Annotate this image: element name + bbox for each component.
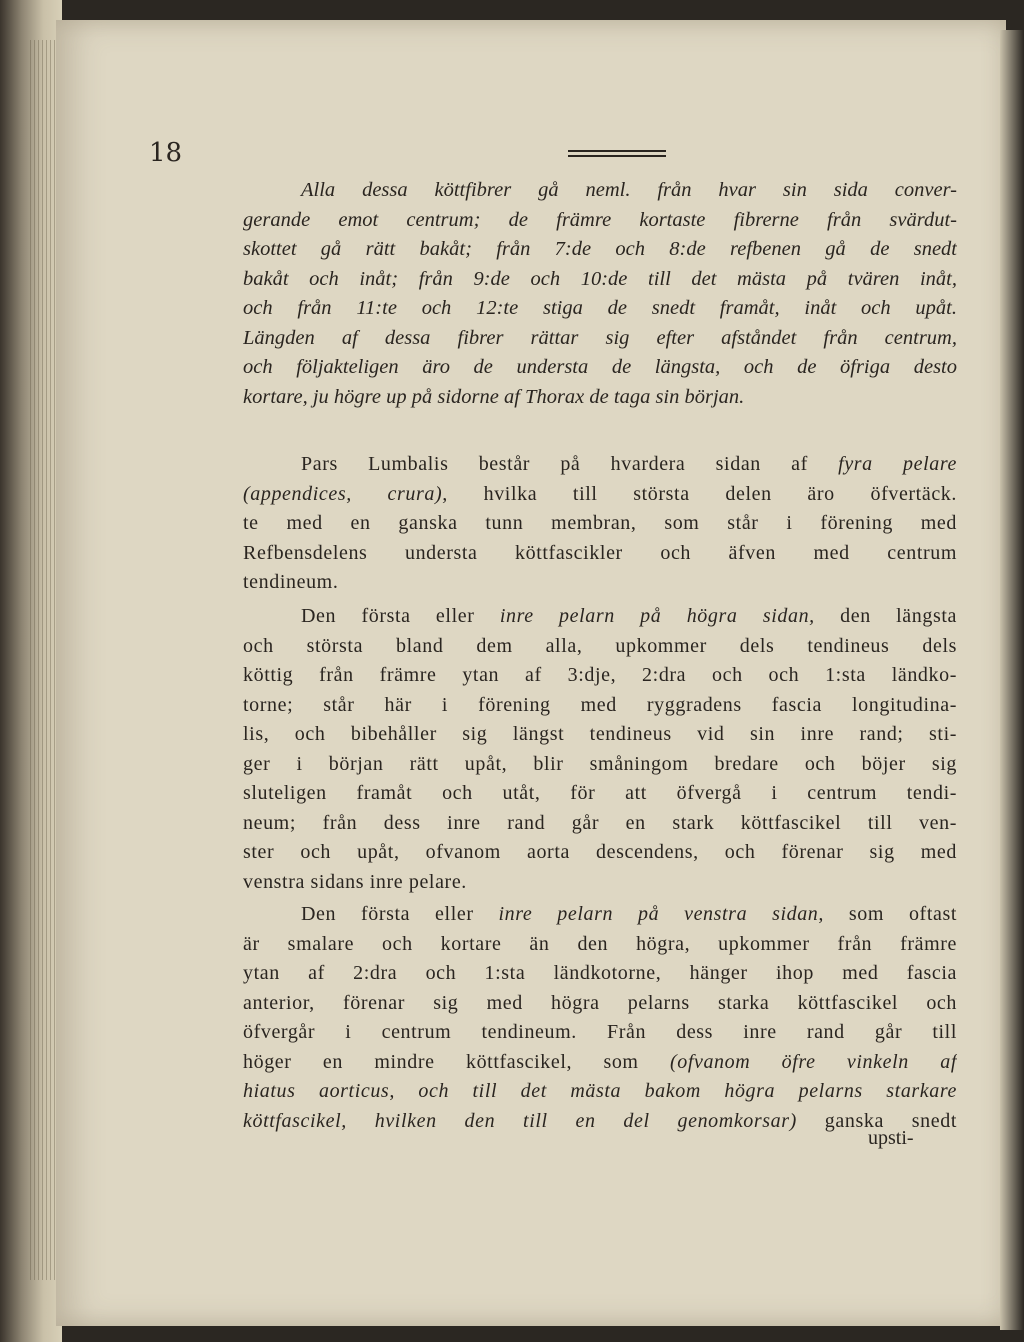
text-line: gerande emot centrum; de främre kortaste fibrerne från svärdut- <box>243 208 957 231</box>
text-line: Alla dessa köttfibrer gå neml. från hvar sin sida conver- <box>301 179 957 201</box>
header-rule <box>568 150 666 157</box>
text-line <box>243 450 957 480</box>
text-line: ger i början rätt upåt, blir småningom bredare och böjer sig <box>243 752 957 775</box>
text-line: hiatus aorticus, och till det mästa bakom högra pelarns starkare <box>243 1080 957 1102</box>
text-line <box>243 1048 957 1078</box>
catchword: upsti- <box>868 1127 914 1149</box>
text-line: och största bland dem alla, upkommer dels tendineus dels <box>243 634 957 657</box>
text-run-italic: (ofvanom öfre vinkeln af <box>669 1050 957 1073</box>
text-line <box>243 1107 957 1137</box>
text-line: Längden af dessa fibrer rättar sig efter afståndet från centrum, <box>243 326 957 349</box>
text-line: ster och upåt, ofvanom aorta descendens, och förenar sig med <box>243 841 957 863</box>
text-line: neum; från dess inre rand går en stark köttfascikel till ven- <box>243 811 957 834</box>
book-spine <box>0 0 62 1342</box>
text-line <box>243 900 957 930</box>
page-number: 18 <box>149 138 183 168</box>
text-run: höger en mindre köttfascikel, som <box>243 1050 639 1073</box>
text-run-italic: inre pelarn på högra sidan, <box>499 605 815 627</box>
text-run-italic: köttfascikel, hvilken den till en del genomkorsar) <box>243 1109 797 1132</box>
text-line: skottet gå rätt bakåt; från 7:de och 8:de refbenen gå de snedt <box>243 238 957 260</box>
text-line: sluteligen framåt och utåt, för att öfvergå i centrum tendi- <box>243 782 957 804</box>
text-run: Den första eller <box>301 903 474 925</box>
page-right-edge <box>1000 30 1024 1330</box>
text-run: Pars Lumbalis består på hvardera sidan af <box>301 453 808 475</box>
text-line: tendineum. <box>243 571 339 593</box>
text-run-italic: inre pelarn på venstra sidan, <box>498 903 825 925</box>
text-line: anterior, förenar sig med högra pelarns starka köttfascikel och <box>243 991 957 1014</box>
text-run: som oftast <box>848 903 957 925</box>
text-run-italic: fyra pelare <box>838 453 957 475</box>
text-line: venstra sidans inre pelare. <box>243 870 467 893</box>
paragraph-4 <box>243 900 957 1136</box>
text-line: köttig från främre ytan af 3:dje, 2:dra och och 1:sta ländko- <box>243 664 957 686</box>
text-line: bakåt och inåt; från 9:de och 10:de till det mästa på tvären inåt, <box>243 267 957 290</box>
text-line: torne; står här i förening med ryggradens fascia longitudina- <box>243 693 957 716</box>
text-line: ytan af 2:dra och 1:sta ländkotorne, hänger ihop med fascia <box>243 962 957 984</box>
text-line: lis, och bibehåller sig längst tendineus vid sin inre rand; sti- <box>243 723 957 745</box>
text-line <box>243 480 957 510</box>
text-line: Refbensdelens understa köttfascikler och äfven med centrum <box>243 541 957 564</box>
text-line: är smalare och kortare än den högra, upkommer från främre <box>243 932 957 955</box>
text-run: ganska snedt <box>824 1109 957 1132</box>
text-run: hvilka till största delen äro öfvertäck. <box>483 482 957 505</box>
text-run-italic: (appendices, crura), <box>243 482 448 505</box>
text-line: och från 11:te och 12:te stiga de snedt framåt, inåt och upåt. <box>243 297 957 319</box>
text-line <box>243 602 957 632</box>
paragraph-1 <box>243 176 957 412</box>
paragraph-2 <box>243 450 957 598</box>
page-edges <box>30 40 58 1280</box>
text-run: den längsta <box>840 605 957 627</box>
text-line: kortare, ju högre up på sidorne af Thorax de taga sin början. <box>243 385 745 408</box>
text-line: te med en ganska tunn membran, som står i förening med <box>243 512 957 534</box>
text-line: öfvergår i centrum tendineum. Från dess inre rand går till <box>243 1021 957 1043</box>
text-line: och följakteligen äro de understa de längsta, och de öfriga desto <box>243 356 957 378</box>
text-run: Den första eller <box>301 605 475 627</box>
paragraph-3 <box>243 602 957 897</box>
